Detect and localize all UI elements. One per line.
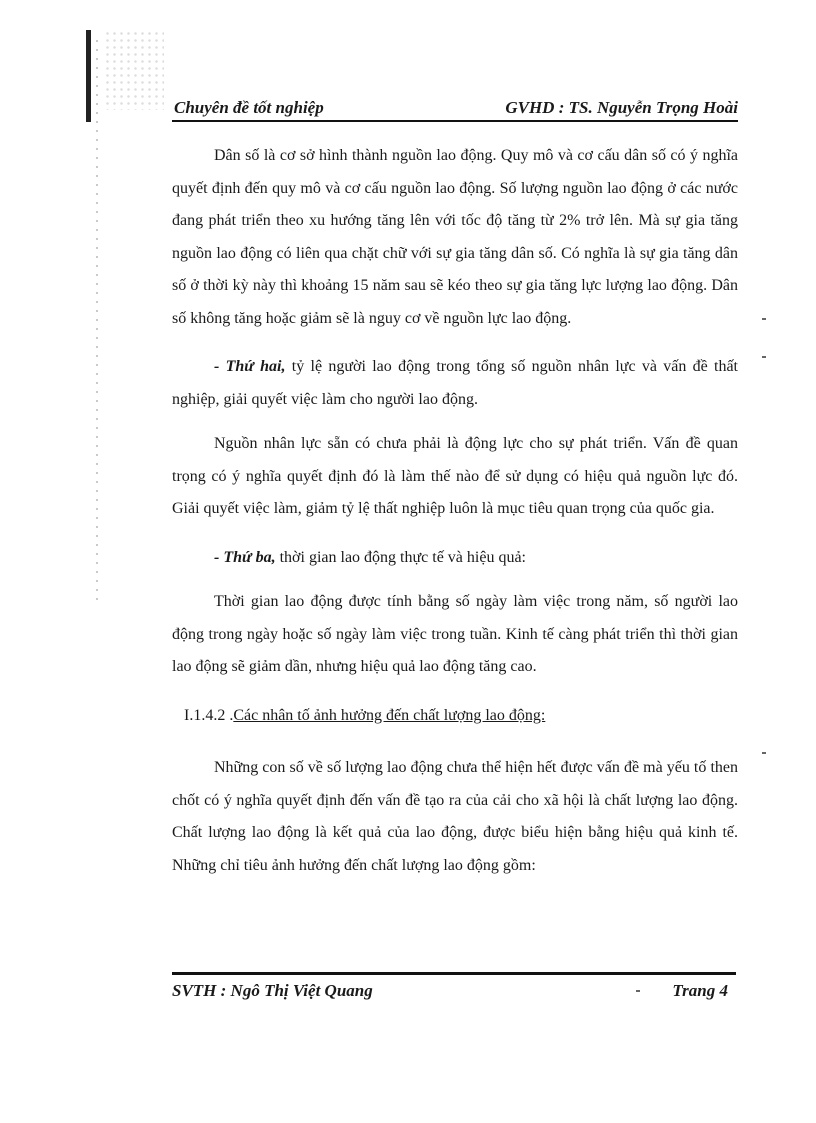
second-factor-text: tỷ lệ người lao động trong tổng số nguồn nhân lực và vấn đề thất nghiệp, giải quyết việc làm cho người lao động. — [172, 358, 738, 408]
section-heading — [172, 700, 738, 733]
paragraph-working-time: Thời gian lao động được tính bằng số ngày làm việc trong năm, số người lao động trong ngày hoặc số ngày làm việc trong tuần. Kinh tế càng phát triển thì thời gian lao động sẽ giảm dần, nhưng hiệu quả lao động tăng cao. — [172, 593, 738, 675]
second-factor-lead: - Thứ hai, — [214, 358, 286, 375]
scan-binding-edge — [86, 30, 91, 122]
third-factor-lead: - Thứ ba, — [214, 548, 276, 566]
paragraph-third-factor — [172, 542, 738, 575]
footer-author: SVTH : Ngô Thị Việt Quang — [172, 981, 373, 1000]
section-number: I.1.4.2 . — [184, 706, 234, 724]
paragraph-labor-quality: Những con số về số lượng lao động chưa thể hiện hết được vấn đề mà yếu tố then chốt có ý nghĩa quyết định đến vấn đề tạo ra của cải cho xã hội là chất lượng lao động. Chất lượng lao động là kết quả của lao động, được biểu hiện bằng hiệu quả kinh tế. Những chỉ tiêu ảnh hưởng đến chất lượng lao động gồm: — [172, 759, 738, 874]
scan-dot — [636, 990, 640, 992]
paragraph-human-resources: Nguồn nhân lực sẵn có chưa phải là động lực cho sự phát triển. Vấn đề quan trọng có ý nghĩa quyết định đó là làm thế nào để sử dụng có hiệu quả nguồn lực đó. Giải quyết việc làm, giảm tỷ lệ thất nghiệp luôn là mục tiêu quan trọng của quốc gia. — [172, 435, 738, 517]
header-advisor: GVHD : TS. Nguyễn Trọng Hoài — [505, 98, 738, 117]
scan-noise-speckle — [104, 30, 164, 110]
header-title: Chuyên đề tốt nghiệp — [174, 98, 324, 117]
scan-dot — [762, 356, 766, 358]
third-factor-text: thời gian lao động thực tế và hiệu quả: — [275, 548, 526, 566]
scan-dot — [762, 318, 766, 320]
section-title: Các nhân tố ảnh hưởng đến chất lượng lao động: — [233, 706, 546, 724]
paragraph-population: Dân số là cơ sở hình thành nguồn lao động. Quy mô và cơ cấu dân số có ý nghĩa quyết định đến quy mô và cơ cấu nguồn lao động. Số lượng nguồn lao động ở các nước đang phát triển theo xu hướng tăng lên với tốc độ tăng từ 2% trở lên. Mà sự gia tăng nguồn lao động có liên qua chặt chữ với sự gia tăng dân số. Có nghĩa là sự gia tăng dân số ở thời kỳ này thì khoảng 15 năm sau sẽ kéo theo sự gia tăng lực lượng lao động. Dân số không tăng hoặc giảm sẽ là nguy cơ về nguồn lực lao động. — [172, 147, 738, 327]
footer-page-number: Trang 4 — [672, 981, 728, 1000]
document-body — [172, 140, 738, 898]
page-footer — [172, 972, 736, 1005]
scan-dot — [762, 752, 766, 754]
page-header — [172, 96, 738, 122]
paragraph-second-factor — [172, 351, 738, 416]
scan-noise-strip — [96, 40, 98, 600]
